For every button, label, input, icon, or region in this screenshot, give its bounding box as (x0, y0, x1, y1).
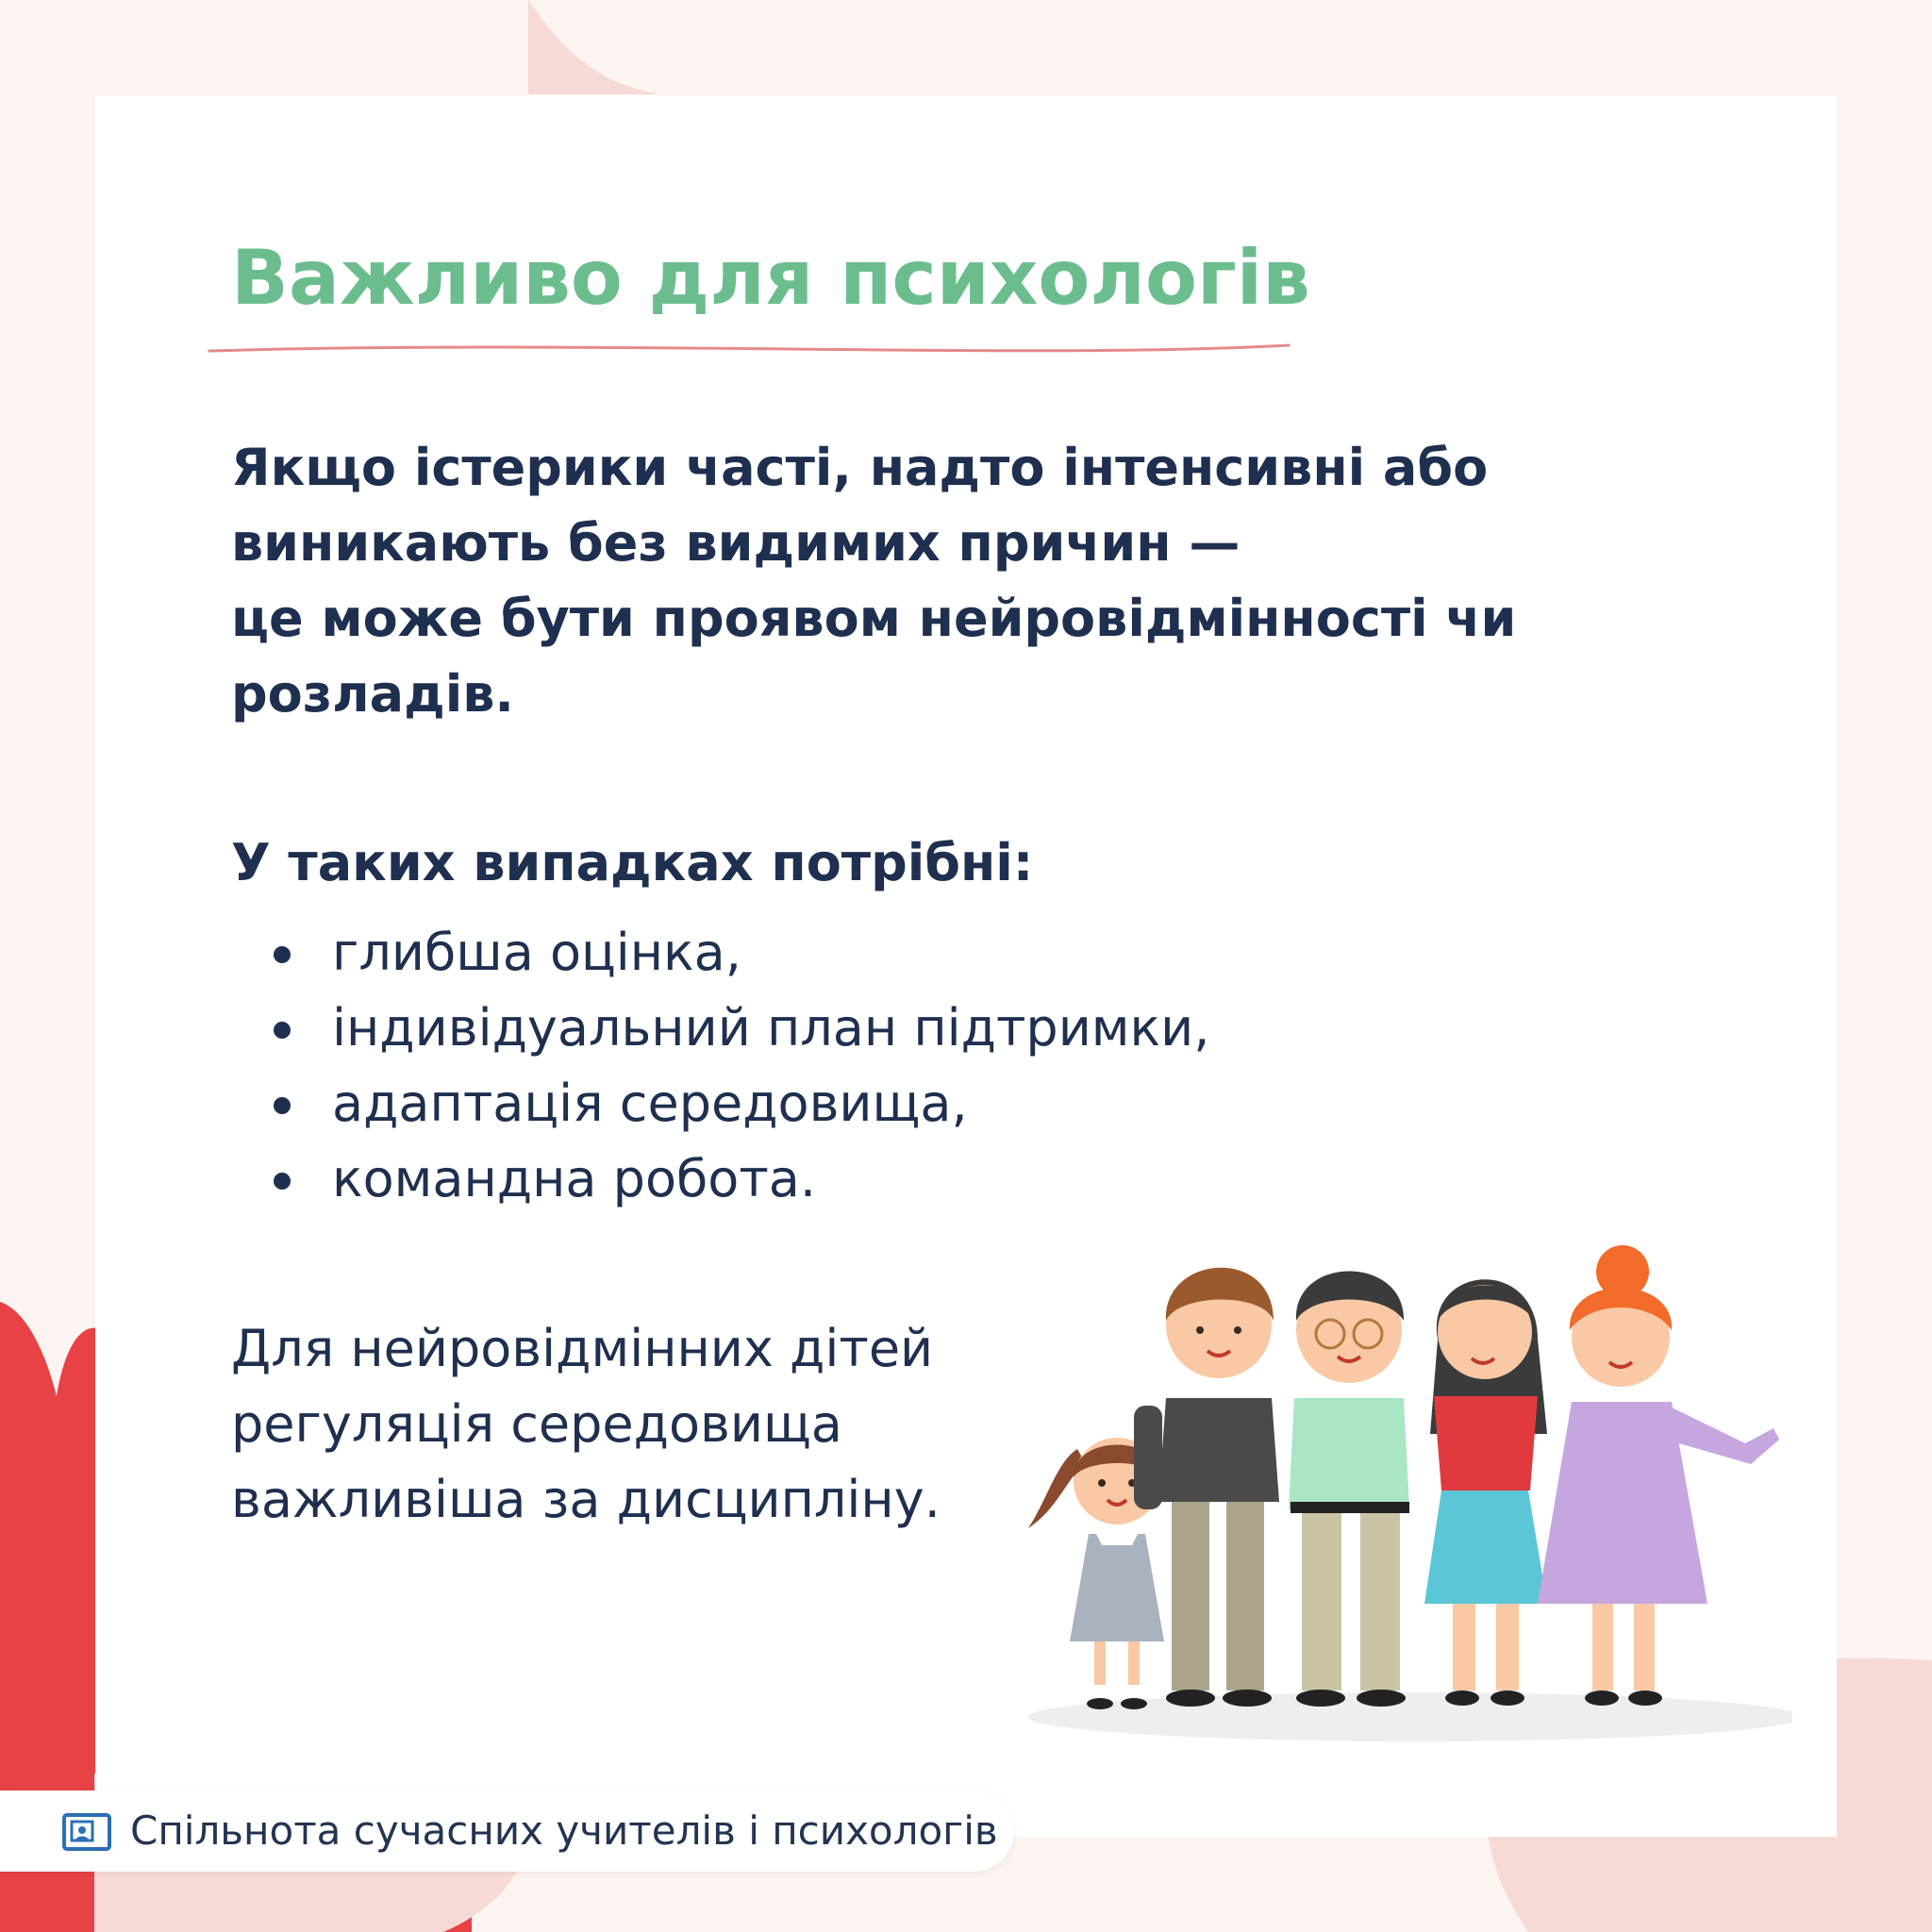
needs-list (264, 915, 1209, 1217)
lead-line: виникають без видимих причин — (231, 513, 1241, 573)
man-with-glasses-figure (1289, 1272, 1409, 1707)
list-item-text: глибша оцінка, (332, 923, 741, 982)
list-item-text: командна робота. (332, 1149, 817, 1208)
list-item-text: індивідуальний план підтримки, (332, 998, 1210, 1058)
bullet-icon (274, 1022, 291, 1039)
bullet-icon (274, 946, 291, 963)
family-group-illustration (991, 1226, 1792, 1755)
list-item (264, 1066, 1209, 1141)
list-item (264, 1141, 1209, 1217)
bullet-icon (274, 1097, 291, 1114)
lead-line: Якщо істерики часті, надто інтенсивні або (231, 438, 1489, 497)
woman-in-lavender-figure (1538, 1245, 1779, 1706)
list-item-text: адаптація середовища, (332, 1074, 968, 1133)
title-underline (208, 340, 1292, 358)
closing-line: важливіша за дисципліну. (231, 1470, 941, 1529)
community-board-icon (62, 1813, 111, 1851)
footer-badge (0, 1790, 1014, 1872)
lead-paragraph (231, 430, 1516, 732)
page-title: Важливо для психологів (231, 234, 1310, 322)
list-item (264, 915, 1209, 991)
needs-heading: У таких випадках потрібні: (231, 833, 1034, 892)
bullet-icon (274, 1173, 291, 1190)
closing-line: Для нейровідмінних дітей (231, 1319, 934, 1378)
list-item (264, 991, 1209, 1066)
footer-text: Спільнота сучасних учителів і психологів (130, 1807, 998, 1854)
lead-line: це може бути проявом нейровідмінності чи (231, 589, 1517, 648)
woman-in-red-figure (1424, 1279, 1547, 1706)
lead-line: розладів. (231, 664, 514, 724)
closing-line: регуляція середовища (231, 1394, 842, 1454)
closing-paragraph (231, 1311, 941, 1538)
